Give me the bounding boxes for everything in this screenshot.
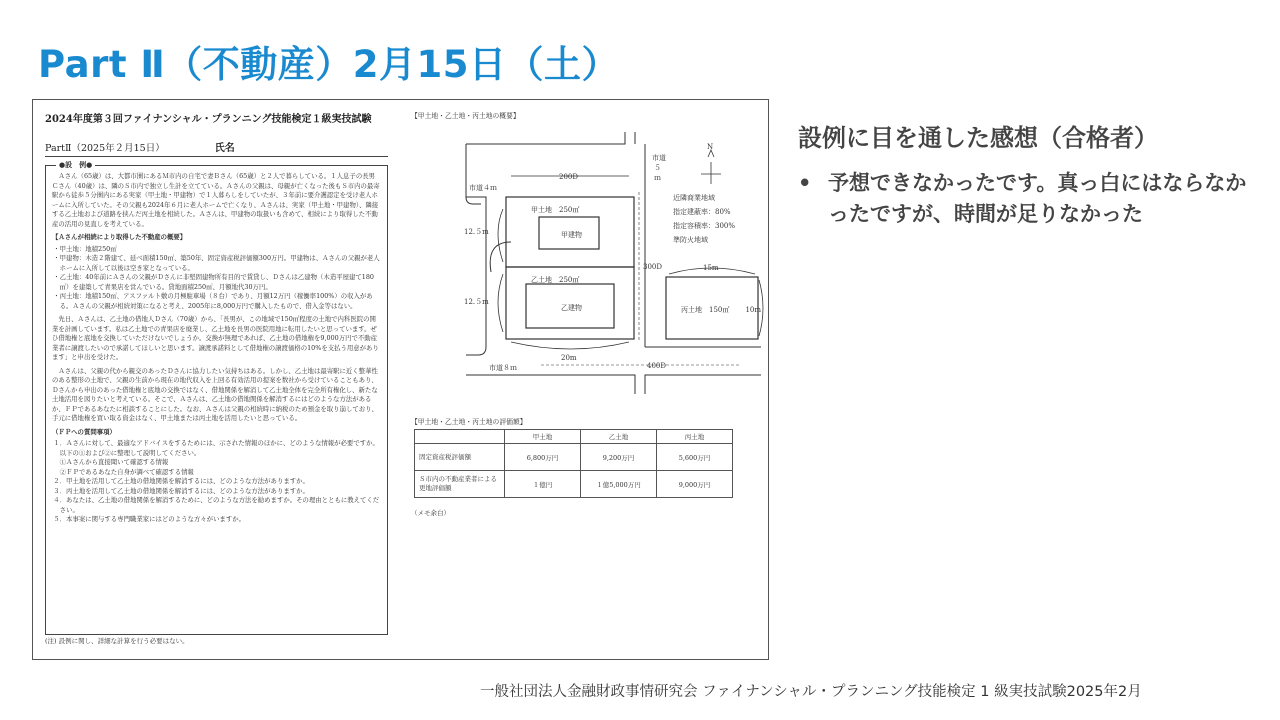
overview-heading: 【Ａさんが相続により取得した不動産の概要】 xyxy=(52,233,187,241)
memo-space-label: （メモ余白） xyxy=(411,509,450,517)
case-paragraph: Ａさんは、父親の代から親交のあったＤさんに協力したい気持ちはある。しかし、乙土地は最寄駅に近く整華性のある整形の土地で、父親の生前から現在の地代収入を上回る有効活用の提案を数社から受けていることもあり、Ｄさんから申出のあった借地権と底地の交換ではなく、借地関係を解消して乙土地全体を完全所有権化し、新たな土地活用を図りたいと考えている。そこで、Ａさんは、乙土地の借地関係を解消するにはどのような方法があるか、ＦＰであるあなたに相談することにした。なお、Ａさんは父親の相続時に納税のため預金を取り崩しており、手元に借地権を買い取る資金はなく、甲土地または丙土地を活用したいと思っている。 xyxy=(52,366,378,422)
otsu-building-label: 乙建物 xyxy=(561,304,582,312)
question-item: ２．甲土地を活用して乙土地の借地関係を解消するには、どのような方法がありますか。 xyxy=(53,477,309,485)
table-cell: 9,000万円 xyxy=(657,471,733,498)
overview-item: ・甲建物：木造２階建て、延べ面積150㎡、築50年、固定資産税評価額300万円。甲建物は、Ａさんの父親が老人ホームに入所して以後は空き家となっている。 xyxy=(53,254,380,272)
frontage-200d: 200D xyxy=(559,173,578,181)
frontage-400d: 400D xyxy=(647,362,666,370)
question-item: ②ＦＰであるあなた自身が調べて確認する情報 xyxy=(53,467,194,476)
impression-bullet xyxy=(798,168,1248,230)
question-item: １．Ａさんに対して、最適なアドバイスをするためには、示された情報のほかに、どのような情報が必要ですか。以下の①および②に整理して説明してください。 xyxy=(53,439,379,457)
table-cell: 9,200万円 xyxy=(581,444,657,471)
kou-building-label: 甲建物 xyxy=(561,231,582,239)
dim-20m: 20m xyxy=(561,354,577,362)
road-5m-label-2: ５ xyxy=(654,164,661,172)
table-row xyxy=(415,471,733,498)
exam-right-column xyxy=(411,110,761,517)
table-cell: １億5,000万円 xyxy=(581,471,657,498)
case-intro: Ａさん（65歳）は、大都市圏にあるＭ市内の自宅で妻Ｂさん（65歳）と２人で暮らしている。１人息子の長男Ｃさん（40歳）は、隣のＳ市内で独立し生計を立てている。Ａさんの父親は、母親が亡くなった後もＳ市内の最寄駅から徒歩５分圏内にある実家（甲土地・甲建物）で１人暮らしをしていたが、３年前に要介護認定を受け老人ホームに入所していた。その父親も2024年６月に老人ホームで亡くなり、Ａさんは、実家（甲土地・甲建物）、隣接する乙土地および道路を挟んだ丙土地を相続した。Ａさんは、甲建物の取扱いも含めて、相続により取得した不動産の活用の見直しを考えている。 xyxy=(52,172,380,228)
exam-footnote: (注) 設例に関し、詳細な計算を行う必要はない。 xyxy=(45,637,189,645)
land-map xyxy=(411,122,761,404)
questions-heading: （ＦＰへの質問事項） xyxy=(52,427,116,436)
zoning-item: 準防火地域 xyxy=(673,236,708,244)
column-header: 丙土地 xyxy=(657,430,733,444)
overview-item: ・丙土地：地積150㎡、アスファルト敷の月極駐車場（８台）であり、月額12万円（稼働率100%）の収入がある。Ａさんの父親が相続対策になると考え、2005年に8,000万円で購入したもので、借入金等はない。 xyxy=(53,292,373,310)
zoning-item: 指定建蔽率：80% xyxy=(673,208,731,216)
question-item: ３．丙土地を活用して乙土地の借地関係を解消するには、どのような方法がありますか。 xyxy=(53,486,309,495)
impression-text: 予想できなかったです。真っ白にはならなかったですが、時間が足りなかった xyxy=(828,171,1247,226)
zoning-item: 指定容積率：300% xyxy=(673,222,736,230)
table-corner xyxy=(415,430,505,444)
dim-12-5m-otsu: 12.５m xyxy=(464,298,489,306)
zoning-item: 近隣商業地域 xyxy=(673,194,715,202)
table-row xyxy=(415,444,733,471)
table-cell: １億円 xyxy=(505,471,581,498)
question-item: ４．あなたは、乙土地の借地関係を解消するために、どのような方法を勧めますか。その理由とともに教えてください。 xyxy=(53,496,380,514)
otsu-lot-label: 乙土地 250㎡ xyxy=(531,276,580,284)
slide-title: Part Ⅱ（不動産）2月15日（土） xyxy=(38,43,620,86)
overview-item: ・甲土地：地積250㎡ xyxy=(53,244,117,253)
road-4m-label: 市道４ｍ xyxy=(469,184,497,192)
column-header: 乙土地 xyxy=(581,430,657,444)
road-5m-label-3: ｍ xyxy=(654,174,661,182)
table-cell: 5,600万円 xyxy=(657,444,733,471)
valuation-table xyxy=(414,429,733,498)
column-header: 甲土地 xyxy=(505,430,581,444)
table-header-row xyxy=(415,430,733,444)
kou-lot-label: 甲土地 250㎡ xyxy=(531,206,580,214)
map-caption: 【甲土地・乙土地・丙土地の概要】 xyxy=(411,112,520,120)
question-item: ①Ａさんから直接聞いて確認する情報 xyxy=(53,458,169,466)
valuation-caption: 【甲土地・乙土地・丙土地の評価額】 xyxy=(411,418,527,426)
case-paragraph: 先日、Ａさんは、乙土地の借地人Ｄさん（70歳）から、「長男が、この地域で150㎡程度の土地で内科医院の開業を計画しています。私は乙土地での青果店を廃業し、乙土地を長男の医院用地に転用したいと思っています。ぜひ借地権と底地を交換していただけないでしょうか。交換が無理であれば、乙土地の借地権を9,000万円で不動産業者に譲渡したいので承諾してほしいと思います。譲渡承諾料として借地権の譲渡価格の10%を支払う用意があります」と申出を受けた。 xyxy=(52,315,379,361)
row-header: 固定資産税評価額 xyxy=(415,444,505,471)
questions-list xyxy=(52,439,381,525)
part-label: PartⅡ（2025年２月15日） xyxy=(45,143,165,154)
hei-lot-label: 丙土地 150㎡ xyxy=(681,306,730,314)
dim-15m: 15m xyxy=(703,264,719,272)
name-label: 氏名 xyxy=(214,143,235,154)
exam-heading: 2024年度第３回ファイナンシャル・プランニング技能検定１級実技試験 xyxy=(45,114,372,125)
frontage-300d: 300D xyxy=(643,263,662,271)
dim-12-5m-kou: 12.５m xyxy=(464,228,489,236)
row-header: Ｓ市内の不動産業者による更地評価額 xyxy=(415,471,505,498)
road-5m-label-1: 市道 xyxy=(652,154,666,162)
exam-page-image xyxy=(32,99,769,660)
table-cell: 6,800万円 xyxy=(505,444,581,471)
case-tag: ●設 例● xyxy=(56,160,95,170)
impressions-title: 設例に目を通した感想（合格者） xyxy=(798,124,1158,152)
exam-left-column xyxy=(45,110,388,635)
dim-10m: 10m xyxy=(745,306,761,314)
road-8m-label: 市道８ｍ xyxy=(489,364,517,372)
bullet-dot: • xyxy=(798,171,812,195)
part-row xyxy=(45,139,388,157)
overview-list xyxy=(52,245,381,312)
overview-item: ・乙土地：40年前にＡさんの父親がＤさんに非堅固建物所有目的で賃貸し、Ｄさんは乙建物（木造平屋建て180㎡）を建築して青果店を営んでいる。貸地面積250㎡、月額地代30万円。 xyxy=(53,273,374,291)
source-citation: 一般社団法人金融財政事情研究会 ファイナンシャル・プランニング技能検定 1 級実技試験2025年2月 xyxy=(480,684,1142,700)
north-arrow-label: N xyxy=(707,143,714,151)
question-item: ５．本事案に関与する専門職業家にはどのような方々がいますか。 xyxy=(53,515,245,523)
case-box xyxy=(45,160,388,635)
